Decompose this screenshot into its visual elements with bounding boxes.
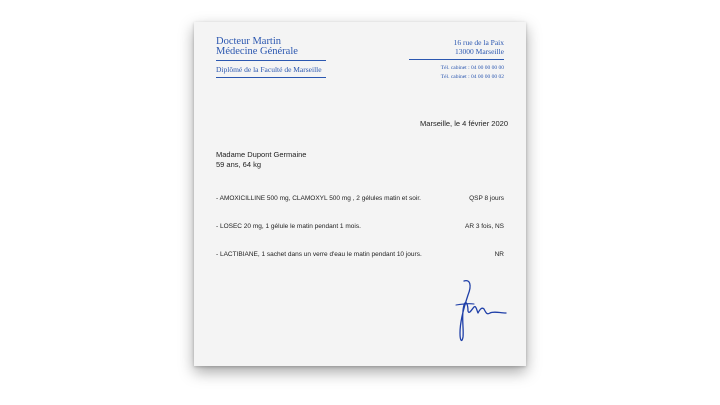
prescription-text: - AMOXICILLINE 500 mg, CLAMOXYL 500 mg , 2 gélules matin et soir. <box>216 195 421 202</box>
doctor-contact <box>409 38 504 82</box>
doctor-diploma: Diplômé de la Faculté de Marseille <box>216 65 322 74</box>
header-rule-right <box>409 59 504 60</box>
address-city: 13000 Marseille <box>455 47 504 56</box>
prescription-line <box>216 251 504 258</box>
doctor-identity <box>216 37 326 82</box>
address-street: 16 rue de la Paix <box>453 38 504 47</box>
prescription-text: - LACTIBIANE, 1 sachet dans un verre d'eau le matin pendant 10 jours. <box>216 251 422 258</box>
prescription-note: AR 3 fois, NS <box>464 223 504 230</box>
header-rule-left-bottom <box>216 77 326 78</box>
phone-line-2: Tél. cabinet : 04 00 00 00 02 <box>440 74 504 80</box>
place-and-date: Marseille, le 4 février 2020 <box>420 119 508 128</box>
patient-details: 59 ans, 64 kg <box>216 160 262 169</box>
doctor-specialty: Médecine Générale <box>216 46 298 57</box>
doctor-signature <box>452 275 512 345</box>
header-rule-left <box>216 60 326 61</box>
prescription-note: NR <box>494 251 504 258</box>
patient-name: Madame Dupont Germaine <box>216 150 307 159</box>
patient-info <box>216 150 306 170</box>
prescription-line <box>216 223 504 230</box>
doctor-name: Docteur Martin <box>216 36 282 47</box>
prescription-text: - LOSEC 20 mg, 1 gélule le matin pendant 1 mois. <box>216 223 361 230</box>
prescription-note: QSP 8 jours <box>469 195 504 202</box>
phone-line-1: Tél. cabinet : 04 00 00 00 00 <box>440 65 504 71</box>
prescription-line <box>216 195 504 202</box>
prescription-sheet <box>194 22 526 366</box>
